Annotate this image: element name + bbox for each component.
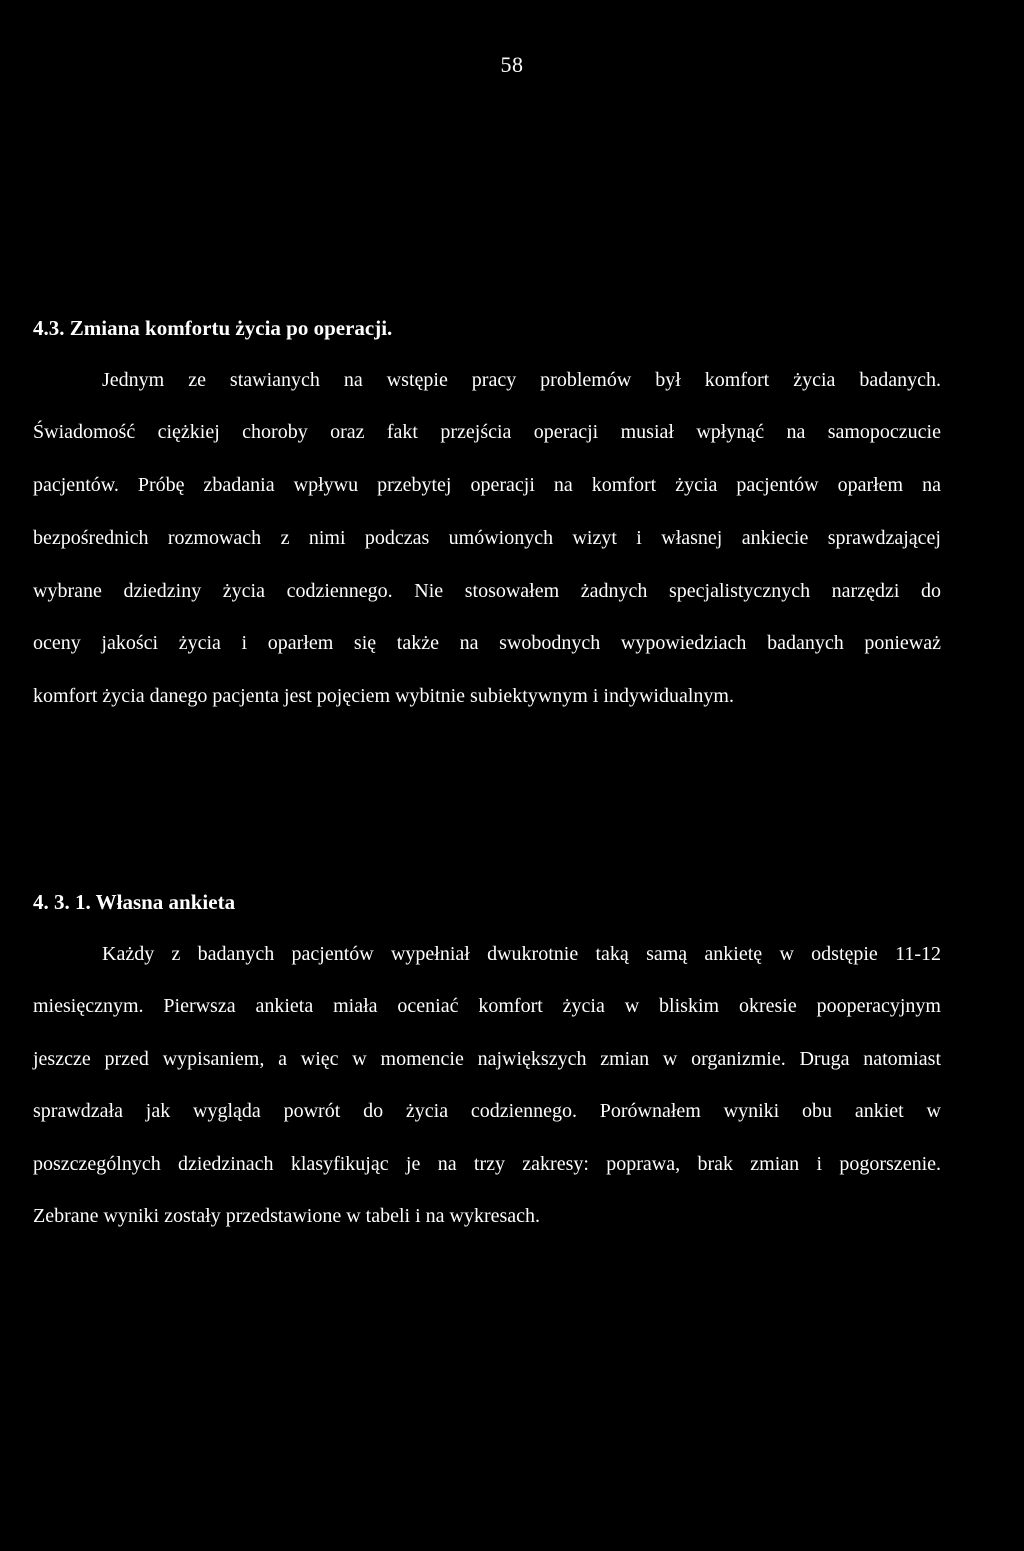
paragraph-line: jeszcze przed wypisaniem, a więc w momencie największych zmian w organizmie. Druga natomiast: [33, 1048, 941, 1070]
paragraph-line: bezpośrednich rozmowach z nimi podczas umówionych wizyt i własnej ankiecie sprawdzającej: [33, 527, 941, 549]
paragraph-line: poszczególnych dziedzinach klasyfikując je na trzy zakresy: poprawa, brak zmian i pogorszenie.: [33, 1153, 941, 1175]
paragraph-line: Zebrane wyniki zostały przedstawione w tabeli i na wykresach.: [33, 1205, 541, 1227]
paragraph-line: komfort życia danego pacjenta jest pojęciem wybitnie subiektywnym i indywidualnym.: [33, 685, 734, 707]
paragraph-line: Jednym ze stawianych na wstępie pracy problemów był komfort życia badanych.: [102, 369, 941, 391]
paragraph-line: Świadomość ciężkiej choroby oraz fakt przejścia operacji musiał wpłynąć na samopoczucie: [33, 421, 941, 443]
paragraph-line: miesięcznym. Pierwsza ankieta miała oceniać komfort życia w bliskim okresie pooperacyjnym: [33, 995, 941, 1017]
page-number: 58: [500, 52, 524, 77]
paragraph-line: pacjentów. Próbę zbadania wpływu przebytej operacji na komfort życia pacjentów oparłem na: [33, 474, 941, 496]
paragraph-line: wybrane dziedziny życia codziennego. Nie stosowałem żadnych specjalistycznych narzędzi do: [33, 580, 941, 602]
subsection-heading: 4. 3. 1. Własna ankieta: [33, 890, 236, 914]
paragraph-line: Każdy z badanych pacjentów wypełniał dwukrotnie taką samą ankietę w odstępie 11-12: [102, 943, 941, 965]
section-heading: 4.3. Zmiana komfortu życia po operacji.: [33, 316, 393, 340]
paragraph-line: sprawdzała jak wygląda powrót do życia codziennego. Porównałem wyniki obu ankiet w: [33, 1100, 941, 1122]
paragraph-line: oceny jakości życia i oparłem się także na swobodnych wypowiedziach badanych ponieważ: [33, 632, 941, 654]
